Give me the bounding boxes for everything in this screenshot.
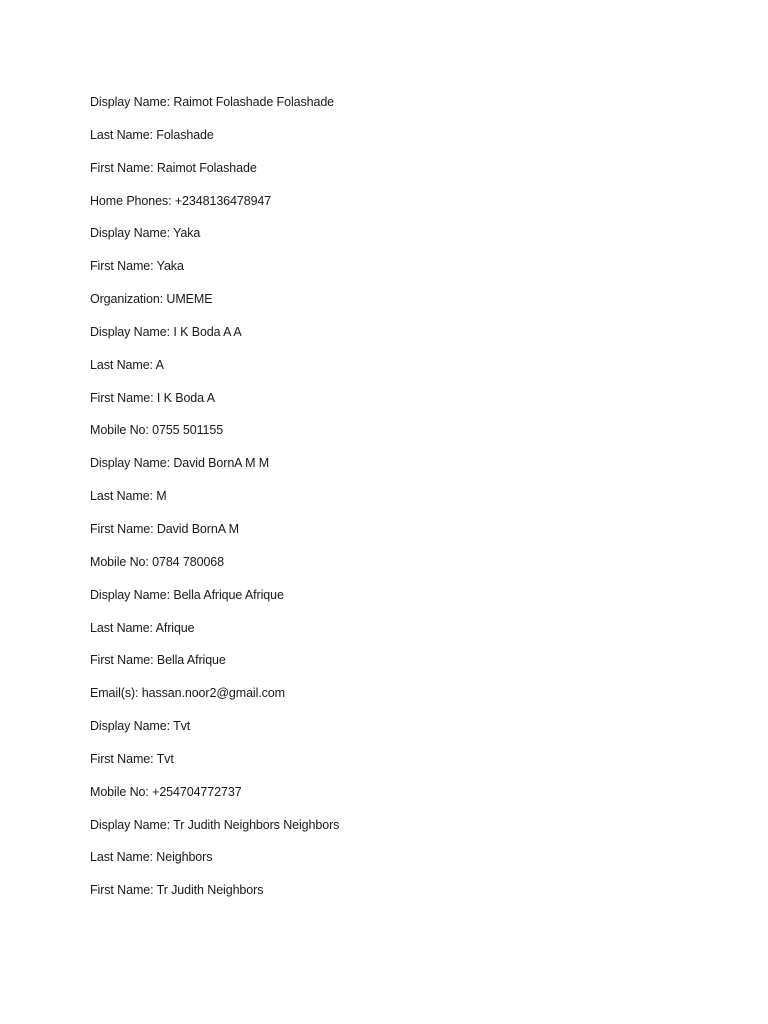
text-line: Last Name: M bbox=[90, 489, 167, 504]
text-line: Display Name: Yaka bbox=[90, 226, 201, 241]
text-line: Mobile No: 0755 501155 bbox=[90, 423, 224, 438]
document-page bbox=[90, 93, 730, 914]
text-line: First Name: Tr Judith Neighbors bbox=[90, 883, 264, 898]
text-line: Last Name: Afrique bbox=[90, 620, 195, 635]
text-line: Last Name: Neighbors bbox=[90, 850, 213, 865]
text-line: Display Name: David BornA M M bbox=[90, 456, 270, 471]
text-line: Display Name: Tvt bbox=[90, 719, 191, 734]
text-line: Last Name: A bbox=[90, 357, 164, 372]
text-line: Home Phones: +2348136478947 bbox=[90, 193, 272, 208]
text-line: First Name: Yaka bbox=[90, 259, 184, 274]
text-line: First Name: Bella Afrique bbox=[90, 653, 226, 668]
text-line: Last Name: Folashade bbox=[90, 127, 214, 142]
text-line: Mobile No: 0784 780068 bbox=[90, 554, 225, 569]
text-line: First Name: I K Boda A bbox=[90, 390, 215, 405]
text-line: Display Name: I K Boda A A bbox=[90, 324, 242, 339]
text-line: First Name: David BornA M bbox=[90, 521, 239, 536]
text-line: Display Name: Tr Judith Neighbors Neighbors bbox=[90, 817, 340, 832]
text-line: First Name: Raimot Folashade bbox=[90, 160, 257, 175]
text-line: Mobile No: +254704772737 bbox=[90, 784, 242, 799]
text-line: Organization: UMEME bbox=[90, 292, 213, 307]
text-line: Display Name: Bella Afrique Afrique bbox=[90, 587, 284, 602]
text-line: Email(s): hassan.noor2@gmail.com bbox=[90, 686, 285, 701]
text-line: First Name: Tvt bbox=[90, 751, 174, 766]
text-line: Display Name: Raimot Folashade Folashade bbox=[90, 95, 335, 109]
